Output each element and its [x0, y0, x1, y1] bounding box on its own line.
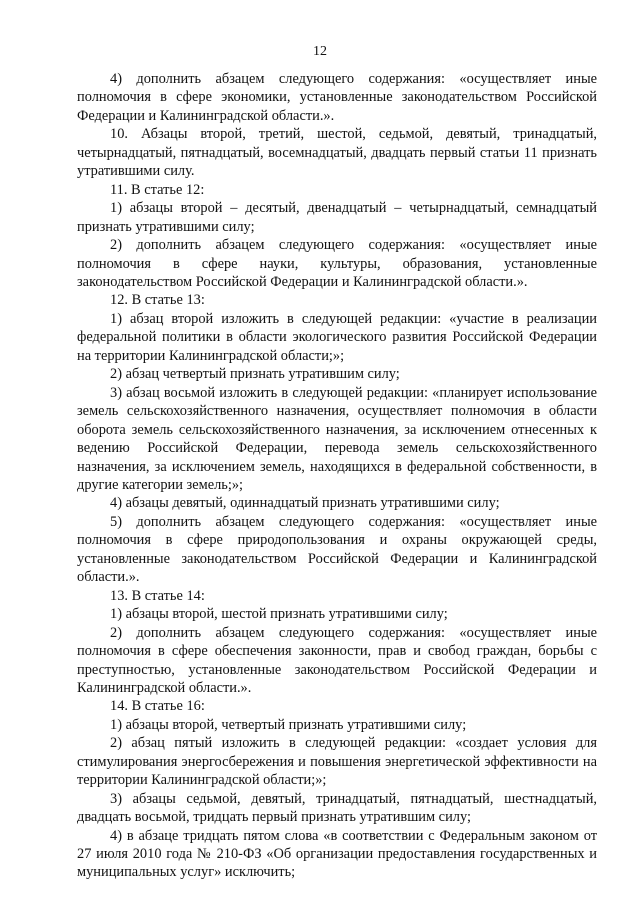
paragraph: 3) абзац восьмой изложить в следующей редакции: «планирует использование земель сельскохозяйственного назначения, осуществляет полномочия в области оборота земель сельскохозяйственного назначения, за исключением отнесенных к ведению Российской Федерации, перевода земель сельскохозяйственного назначения, за исключением земель, находящихся в федеральной собственности, в другие категории земель;»;	[77, 384, 597, 493]
page-number: 12	[313, 44, 327, 59]
document-body	[77, 70, 597, 882]
paragraph: 1) абзацы второй, шестой признать утратившими силу;	[110, 606, 448, 623]
paragraph: 1) абзацы второй – десятый, двенадцатый – четырнадцатый, семнадцатый признать утратившими силу;	[77, 200, 597, 235]
paragraph: 2) дополнить абзацем следующего содержания: «осуществляет иные полномочия в сфере науки, культуры, образования, установленные законодательством Российской Федерации и Калининградской области.».	[77, 237, 597, 290]
paragraph: 2) абзац четвертый признать утратившим силу;	[110, 366, 400, 383]
paragraph: 3) абзацы седьмой, девятый, тринадцатый, пятнадцатый, шестнадцатый, двадцать восьмой, тридцать первый признать утратившим силу;	[77, 790, 597, 826]
paragraph: 14. В статье 16:	[110, 698, 205, 715]
paragraph: 10. Абзацы второй, третий, шестой, седьмой, девятый, тринадцатый, четырнадцатый, пятнадцатый, восемнадцатый, двадцать первый статьи 11 признать утратившими силу.	[77, 126, 597, 180]
paragraph: 2) дополнить абзацем следующего содержания: «осуществляет иные полномочия в сфере обеспечения законности, прав и свобод граждан, борьбы с преступностью, установленные законодательством Российской Федерации и Калининградской области.».	[77, 624, 597, 696]
paragraph: 4) в абзаце тридцать пятом слова «в соответствии с Федеральным законом от 27 июля 2010 года № 210-ФЗ «Об организации предоставления государственных и муниципальных услуг» исключить;	[77, 827, 597, 881]
paragraph: 1) абзацы второй, четвертый признать утратившими силу;	[110, 716, 467, 733]
paragraph: 11. В статье 12:	[110, 181, 205, 198]
paragraph: 4) дополнить абзацем следующего содержания: «осуществляет иные полномочия в сфере экономики, установленные законодательством Российской Федерации и Калининградской области.».	[77, 71, 597, 124]
paragraph: 12. В статье 13:	[110, 292, 205, 309]
paragraph: 1) абзац второй изложить в следующей редакции: «участие в реализации федеральной политики в области экологического развития Российской Федерации на территории Калининградской области;»;	[77, 310, 597, 364]
paragraph: 2) абзац пятый изложить в следующей редакции: «создает условия для стимулирования энергосбережения и повышения энергетической эффективности на территории Калининградской области;»;	[77, 735, 597, 789]
paragraph: 13. В статье 14:	[110, 587, 205, 604]
paragraph: 5) дополнить абзацем следующего содержания: «осуществляет иные полномочия в сфере природопользования и охраны окружающей среды, установленные законодательством Российской Федерации и Калининградской области.».	[77, 513, 597, 586]
paragraph: 4) абзацы девятый, одиннадцатый признать утратившими силу;	[110, 495, 500, 512]
